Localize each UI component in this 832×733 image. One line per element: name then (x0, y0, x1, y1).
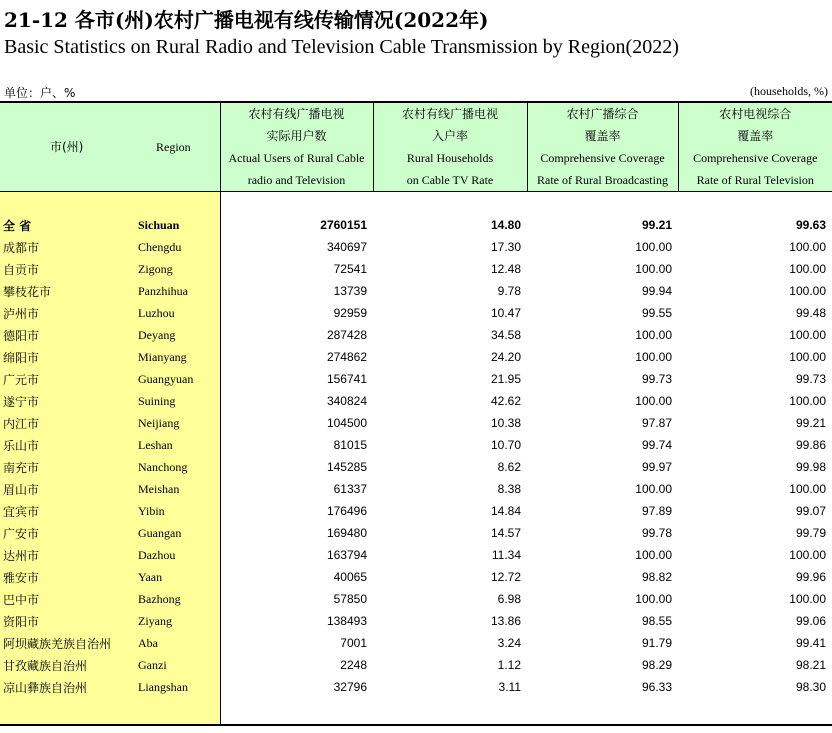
region-name-cn: 成都市 (0, 236, 136, 258)
region-name-cn: 南充市 (0, 456, 136, 478)
television-coverage-value: 99.41 (795, 636, 826, 650)
region-name-en: Luzhou (136, 302, 220, 324)
table-row (0, 434, 832, 456)
actual-users-value: 156741 (326, 372, 367, 386)
actual-users-value: 2760151 (320, 218, 367, 232)
table-body (0, 192, 832, 726)
cable-tv-rate-value: 34.58 (490, 328, 521, 342)
television-coverage-value: 99.48 (795, 306, 826, 320)
actual-users-value: 57850 (333, 592, 367, 606)
header-region-en: Region (136, 102, 220, 192)
region-name-en: Dazhou (136, 544, 220, 566)
region-name-en: Yaan (136, 566, 220, 588)
broadcasting-coverage-value: 100.00 (635, 328, 672, 342)
region-name-cn: 遂宁市 (0, 390, 136, 412)
header-television-coverage: 农村电视综合 覆盖率 Comprehensive Coverage Rate of Rural Television (678, 102, 832, 192)
header-cable-tv-rate: 农村有线广播电视 入户率 Rural Households on Cable TV Rate (373, 102, 527, 192)
broadcasting-coverage-value: 98.82 (641, 570, 672, 584)
actual-users-value: 274862 (326, 350, 367, 364)
actual-users-value: 163794 (326, 548, 367, 562)
television-coverage-value: 99.73 (795, 372, 826, 386)
region-name-en: Deyang (136, 324, 220, 346)
actual-users-value: 287428 (326, 328, 367, 342)
table-row (0, 522, 832, 544)
actual-users-value: 81015 (333, 438, 367, 452)
broadcasting-coverage-value: 100.00 (635, 394, 672, 408)
actual-users-value: 340697 (326, 240, 367, 254)
cable-tv-rate-value: 13.86 (490, 614, 521, 628)
cable-tv-rate-value: 12.48 (490, 262, 521, 276)
television-coverage-value: 100.00 (789, 350, 826, 364)
broadcasting-coverage-value: 100.00 (635, 240, 672, 254)
television-coverage-value: 99.63 (795, 218, 826, 232)
actual-users-value: 138493 (326, 614, 367, 628)
region-name-cn: 宜宾市 (0, 500, 136, 522)
region-name-en: Leshan (136, 434, 220, 456)
region-name-en: Sichuan (136, 214, 220, 236)
unit-label-en: (households, %) (750, 84, 828, 98)
cable-tv-rate-value: 42.62 (490, 394, 521, 408)
table-row (0, 500, 832, 522)
broadcasting-coverage-value: 96.33 (641, 680, 672, 694)
table-row (0, 654, 832, 676)
television-coverage-value: 100.00 (789, 482, 826, 496)
broadcasting-coverage-value: 99.55 (641, 306, 672, 320)
region-name-cn: 巴中市 (0, 588, 136, 610)
region-name-cn: 德阳市 (0, 324, 136, 346)
television-coverage-value: 100.00 (789, 592, 826, 606)
broadcasting-coverage-value: 99.21 (641, 218, 672, 232)
cable-tv-rate-value: 24.20 (490, 350, 521, 364)
region-name-cn: 全 省 (0, 214, 136, 236)
cable-tv-rate-value: 9.78 (497, 284, 521, 298)
table-row (0, 390, 832, 412)
actual-users-value: 92959 (333, 306, 367, 320)
table-title-en: Basic Statistics on Rural Radio and Television Cable Transmission by Region(2022) (4, 36, 679, 58)
table-title-cn: 21-12 各市(州)农村广播电视有线传输情况(2022年) (4, 8, 489, 32)
cable-tv-rate-value: 6.98 (497, 592, 521, 606)
region-name-en: Yibin (136, 500, 220, 522)
cable-tv-rate-value: 8.62 (497, 460, 521, 474)
header-broadcasting-coverage: 农村广播综合 覆盖率 Comprehensive Coverage Rate of Rural Broadcasting (527, 102, 678, 192)
header-city-cn: 市(州) (0, 102, 136, 192)
television-coverage-value: 100.00 (789, 394, 826, 408)
region-name-en: Zigong (136, 258, 220, 280)
region-name-cn: 眉山市 (0, 478, 136, 500)
broadcasting-coverage-value: 99.94 (641, 284, 672, 298)
cable-tv-rate-value: 14.84 (490, 504, 521, 518)
cable-tv-rate-value: 11.34 (491, 548, 521, 562)
table-row (0, 214, 832, 236)
television-coverage-value: 98.21 (795, 658, 826, 672)
region-name-en: Suining (136, 390, 220, 412)
region-name-en: Neijiang (136, 412, 220, 434)
table-row (0, 456, 832, 478)
region-name-en: Ganzi (136, 654, 220, 676)
table-row (0, 632, 832, 654)
broadcasting-coverage-value: 99.78 (641, 526, 672, 540)
television-coverage-value: 99.79 (795, 526, 826, 540)
actual-users-value: 7001 (340, 636, 367, 650)
cable-tv-rate-value: 12.72 (490, 570, 521, 584)
cable-tv-rate-value: 14.80 (490, 218, 521, 232)
table-row (0, 676, 832, 698)
header-actual-users: 农村有线广播电视 实际用户数 Actual Users of Rural Cable radio and Television (220, 102, 373, 192)
cable-tv-rate-value: 10.38 (490, 416, 521, 430)
broadcasting-coverage-value: 97.87 (641, 416, 672, 430)
region-name-en: Meishan (136, 478, 220, 500)
television-coverage-value: 100.00 (789, 262, 826, 276)
actual-users-value: 61337 (333, 482, 367, 496)
television-coverage-value: 99.96 (795, 570, 826, 584)
region-name-cn: 阿坝藏族羌族自治州 (0, 632, 136, 654)
television-coverage-value: 99.21 (795, 416, 826, 430)
region-name-cn: 绵阳市 (0, 346, 136, 368)
actual-users-value: 40065 (333, 570, 367, 584)
table-row (0, 324, 832, 346)
television-coverage-value: 100.00 (789, 328, 826, 342)
broadcasting-coverage-value: 91.79 (641, 636, 672, 650)
region-name-cn: 广元市 (0, 368, 136, 390)
table-row (0, 478, 832, 500)
television-coverage-value: 99.98 (795, 460, 826, 474)
television-coverage-value: 100.00 (789, 548, 826, 562)
actual-users-value: 13739 (333, 284, 367, 298)
television-coverage-value: 100.00 (789, 240, 826, 254)
table-row (0, 346, 832, 368)
region-name-cn: 甘孜藏族自治州 (0, 654, 136, 676)
television-coverage-value: 98.30 (795, 680, 826, 694)
actual-users-value: 169480 (326, 526, 367, 540)
table-row (0, 588, 832, 610)
table-row (0, 302, 832, 324)
television-coverage-value: 100.00 (789, 284, 826, 298)
cable-tv-rate-value: 3.24 (497, 636, 521, 650)
bottom-spacer-row (0, 698, 832, 725)
actual-users-value: 340824 (326, 394, 367, 408)
actual-users-value: 2248 (340, 658, 367, 672)
table-row (0, 412, 832, 434)
region-name-cn: 攀枝花市 (0, 280, 136, 302)
broadcasting-coverage-value: 98.55 (641, 614, 672, 628)
table-row (0, 258, 832, 280)
table-row (0, 566, 832, 588)
region-name-en: Guangyuan (136, 368, 220, 390)
broadcasting-coverage-value: 99.74 (641, 438, 672, 452)
table-row (0, 544, 832, 566)
cable-tv-rate-value: 10.47 (490, 306, 521, 320)
spacer-row (0, 192, 832, 215)
broadcasting-coverage-value: 100.00 (635, 548, 672, 562)
region-name-cn: 达州市 (0, 544, 136, 566)
actual-users-value: 176496 (326, 504, 367, 518)
region-name-en: Bazhong (136, 588, 220, 610)
broadcasting-coverage-value: 98.29 (641, 658, 672, 672)
television-coverage-value: 99.06 (795, 614, 826, 628)
table-row (0, 236, 832, 258)
region-name-en: Panzhihua (136, 280, 220, 302)
region-name-cn: 资阳市 (0, 610, 136, 632)
region-name-en: Aba (136, 632, 220, 654)
statistics-table (0, 101, 832, 726)
region-name-en: Ziyang (136, 610, 220, 632)
region-name-cn: 乐山市 (0, 434, 136, 456)
table-row (0, 368, 832, 390)
cable-tv-rate-value: 3.11 (498, 680, 521, 694)
cable-tv-rate-value: 21.95 (490, 372, 521, 386)
region-name-en: Liangshan (136, 676, 220, 698)
table-row (0, 610, 832, 632)
broadcasting-coverage-value: 99.97 (641, 460, 672, 474)
region-name-cn: 泸州市 (0, 302, 136, 324)
actual-users-value: 72541 (333, 262, 367, 276)
region-name-cn: 凉山彝族自治州 (0, 676, 136, 698)
broadcasting-coverage-value: 99.73 (641, 372, 672, 386)
television-coverage-value: 99.07 (795, 504, 826, 518)
actual-users-value: 145285 (326, 460, 367, 474)
unit-label-cn: 单位：户、% (4, 86, 76, 100)
region-name-cn: 自贡市 (0, 258, 136, 280)
cable-tv-rate-value: 17.30 (490, 240, 521, 254)
cable-tv-rate-value: 10.70 (490, 438, 521, 452)
broadcasting-coverage-value: 100.00 (635, 262, 672, 276)
region-name-en: Guangan (136, 522, 220, 544)
actual-users-value: 104500 (326, 416, 367, 430)
television-coverage-value: 99.86 (795, 438, 826, 452)
broadcasting-coverage-value: 97.89 (641, 504, 672, 518)
cable-tv-rate-value: 1.12 (497, 658, 521, 672)
region-name-cn: 雅安市 (0, 566, 136, 588)
actual-users-value: 32796 (333, 680, 367, 694)
region-name-en: Nanchong (136, 456, 220, 478)
header-row (0, 102, 832, 192)
broadcasting-coverage-value: 100.00 (635, 350, 672, 364)
broadcasting-coverage-value: 100.00 (635, 592, 672, 606)
table-row (0, 280, 832, 302)
region-name-en: Mianyang (136, 346, 220, 368)
region-name-cn: 广安市 (0, 522, 136, 544)
broadcasting-coverage-value: 100.00 (635, 482, 672, 496)
region-name-cn: 内江市 (0, 412, 136, 434)
cable-tv-rate-value: 8.38 (497, 482, 521, 496)
cable-tv-rate-value: 14.57 (490, 526, 521, 540)
region-name-en: Chengdu (136, 236, 220, 258)
